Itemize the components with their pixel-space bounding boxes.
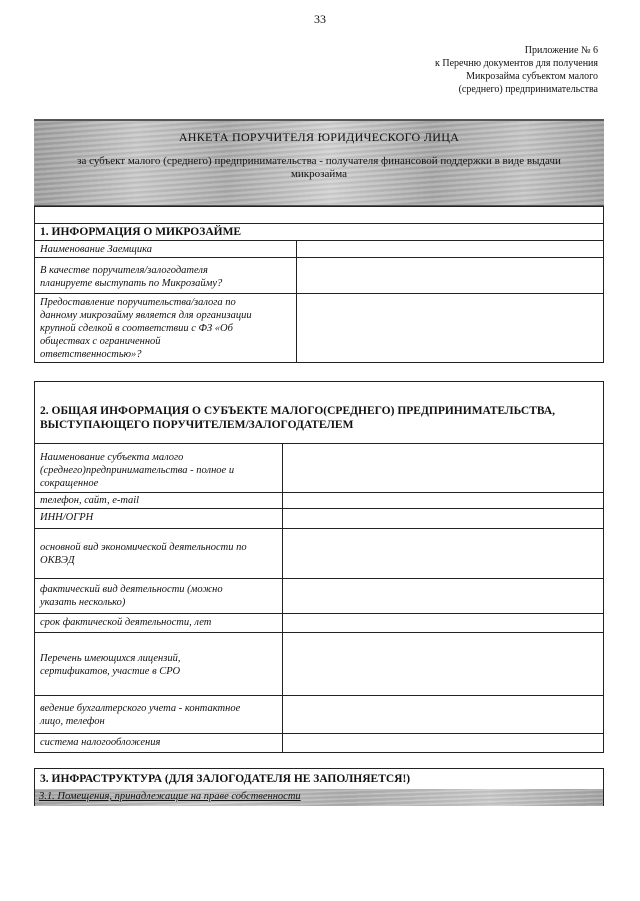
column-divider: [282, 443, 283, 752]
field-label-licenses: [40, 652, 180, 678]
appendix-note: [435, 44, 598, 96]
field-label-major-transaction: [40, 296, 252, 361]
label-line: (среднего)предпринимательства - полное и: [40, 465, 235, 476]
column-divider: [296, 240, 297, 362]
field-label-borrower-name: Наименование Заемщика: [40, 244, 153, 255]
label-line: ведение бухгалтерского учета - контактное: [40, 703, 241, 714]
label-line: Наименование субъекта малого: [40, 452, 184, 463]
subsection-heading: 3.1. Помещения, принадлежащие на праве собственности: [39, 791, 301, 802]
divider: [35, 528, 603, 529]
label-line: указать несколько): [40, 597, 126, 608]
divider: [35, 632, 603, 633]
page-number: 33: [314, 12, 326, 26]
divider: [35, 443, 603, 444]
label-line: сертификатов, участие в СРО: [40, 666, 181, 677]
section-loan-info: [34, 206, 604, 363]
divider: [35, 578, 603, 579]
field-label-inn-ogrn: ИНН/ОГРН: [40, 512, 94, 523]
field-label-contacts: телефон, сайт, e-mail: [40, 495, 140, 506]
divider: [35, 293, 603, 294]
label-line: Перечень имеющихся лицензий,: [40, 653, 181, 664]
field-label-guarantor-role: [40, 264, 222, 290]
label-line: Предоставление поручительства/залога по: [40, 297, 236, 308]
heading-line: ВЫСТУПАЮЩЕГО ПОРУЧИТЕЛЕМ/ЗАЛОГОДАТЕЛЕМ: [40, 419, 354, 431]
appendix-line: Приложение № 6: [524, 45, 598, 56]
divider: [35, 257, 603, 258]
divider: [35, 613, 603, 614]
label-line: фактический вид деятельности (можно: [40, 584, 223, 595]
section-general-info: [34, 381, 604, 753]
field-label-accounting: [40, 702, 240, 728]
label-line: основной вид экономической деятельности по: [40, 542, 247, 553]
field-label-entity-name: [40, 451, 234, 490]
divider: [35, 508, 603, 509]
appendix-line: к Перечню документов для получения: [435, 58, 598, 69]
label-line: ответственностью»?: [40, 349, 142, 360]
field-label-tax-system: система налогообложения: [40, 737, 161, 748]
field-label-activity-term: срок фактической деятельности, лет: [40, 617, 212, 628]
form-title: АНКЕТА ПОРУЧИТЕЛЯ ЮРИДИЧЕСКОГО ЛИЦА: [178, 130, 460, 144]
form-title-band: [34, 121, 604, 206]
label-line: ОКВЭД: [40, 555, 75, 566]
subsection-band: [35, 789, 603, 806]
divider: [35, 240, 603, 241]
form-subtitle-line: микрозайма: [290, 168, 348, 180]
divider: [35, 492, 603, 493]
label-line: сокращенное: [40, 478, 99, 489]
label-line: обществах с ограниченной: [40, 336, 161, 347]
section-heading: 1. ИНФОРМАЦИЯ О МИКРОЗАЙМЕ: [40, 226, 242, 238]
divider: [35, 733, 603, 734]
form-subtitle-line: за субъект малого (среднего) предпринимательства - получателя финансовой поддержки в виде выдачи: [77, 155, 561, 167]
appendix-line: (среднего) предпринимательства: [458, 84, 598, 95]
appendix-line: Микрозайма субъектом малого: [466, 71, 598, 82]
field-label-actual-activity: [40, 583, 223, 609]
divider: [35, 695, 603, 696]
divider: [35, 223, 603, 224]
label-line: данному микрозайму является для организации: [40, 310, 252, 321]
section-heading: 3. ИНФРАСТРУКТУРА (ДЛЯ ЗАЛОГОДАТЕЛЯ НЕ ЗАПОЛНЯЕТСЯ!): [40, 773, 411, 785]
form-subtitle: [40, 155, 598, 181]
label-line: крупной сделкой в соответствии с ФЗ «Об: [40, 323, 233, 334]
section-infrastructure: [34, 768, 604, 806]
section-heading: [40, 404, 555, 432]
field-label-okved: [40, 541, 247, 567]
heading-line: 2. ОБЩАЯ ИНФОРМАЦИЯ О СУБЪЕКТЕ МАЛОГО(СРЕДНЕГО) ПРЕДПРИНИМАТЕЛЬСТВА,: [40, 405, 556, 417]
label-line: лицо, телефон: [40, 716, 105, 727]
label-line: планируете выступать по Микрозайму?: [40, 278, 223, 289]
label-line: В качестве поручителя/залогодателя: [40, 265, 208, 276]
